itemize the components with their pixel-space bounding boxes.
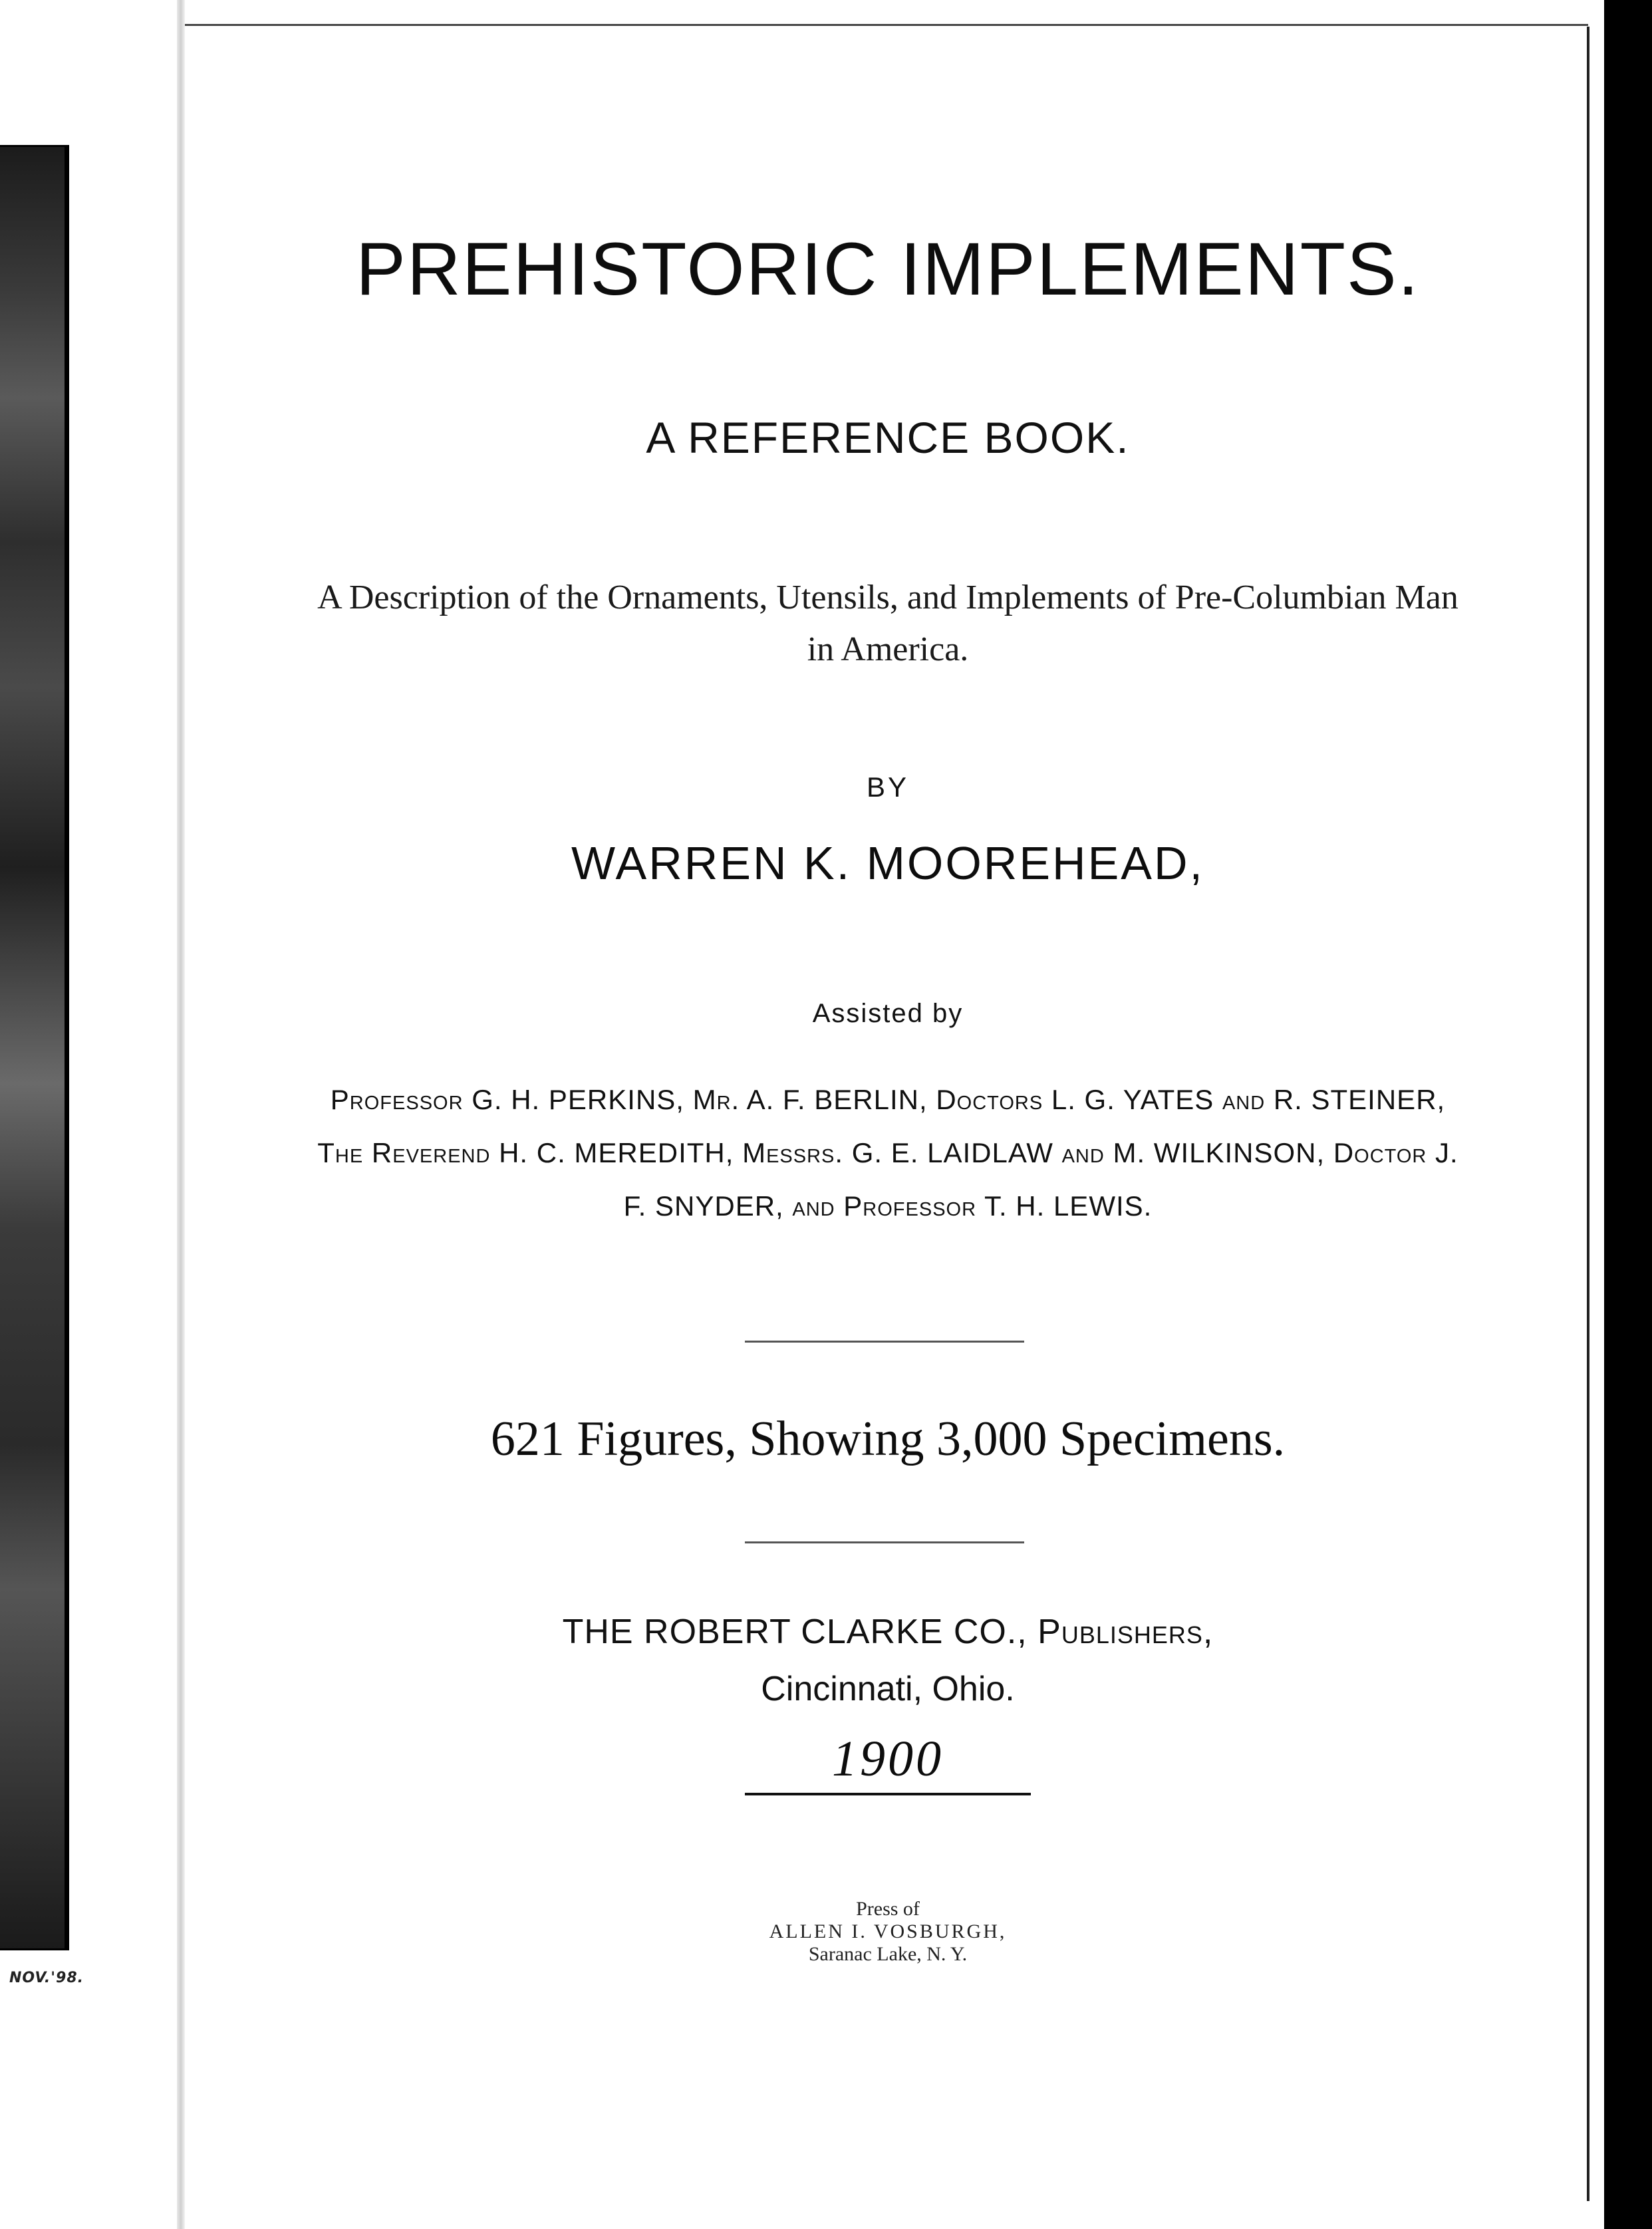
divider-rule [745,1541,1024,1543]
publisher: THE ROBERT CLARKE CO., Publishers, [562,1613,1214,1651]
assistants-list: Professor G. H. PERKINS, Mr. A. F. BERLIN, Doctors L. G. YATES and R. STEINER, The Reverend H. C. MEREDITH, Messrs. G. E. LAIDLAW and M. WILKINSON, Doctor J. F. SNYDER, and Professor T. H. LEWIS. [317,1084,1458,1222]
divider-rule [745,1341,1024,1343]
press-name: ALLEN I. VOSBURGH, [769,1920,1007,1942]
by-label: BY [866,771,910,803]
photo-plate-frame [0,145,67,1950]
facing-page [0,0,178,2229]
book-description: A Description of the Ornaments, Utensils, and Implements of Pre-Columbian Man in America. [317,579,1458,668]
author-name: WARREN K. MOOREHEAD, [571,837,1204,889]
press-label: Press of [856,1898,920,1920]
plate-caption: NOV.'98. [9,1970,84,1986]
book-title: PREHISTORIC IMPLEMENTS. [356,227,1420,311]
title-page [313,0,1463,2229]
press-place: Saranac Lake, N. Y. [808,1943,968,1965]
handwritten-year: 1900 [832,1731,944,1787]
publisher-city: Cincinnati, Ohio. [761,1670,1015,1708]
book-subtitle: A REFERENCE BOOK. [646,413,1130,462]
page-edge-line [1587,27,1589,2201]
assisted-by-label: Assisted by [812,999,964,1028]
book-gutter [177,0,185,2229]
year-underline [745,1793,1031,1795]
figures-statement: 621 Figures, Showing 3,000 Specimens. [490,1412,1286,1466]
right-page-edge [1588,0,1652,2229]
scan-border [1604,0,1652,2229]
